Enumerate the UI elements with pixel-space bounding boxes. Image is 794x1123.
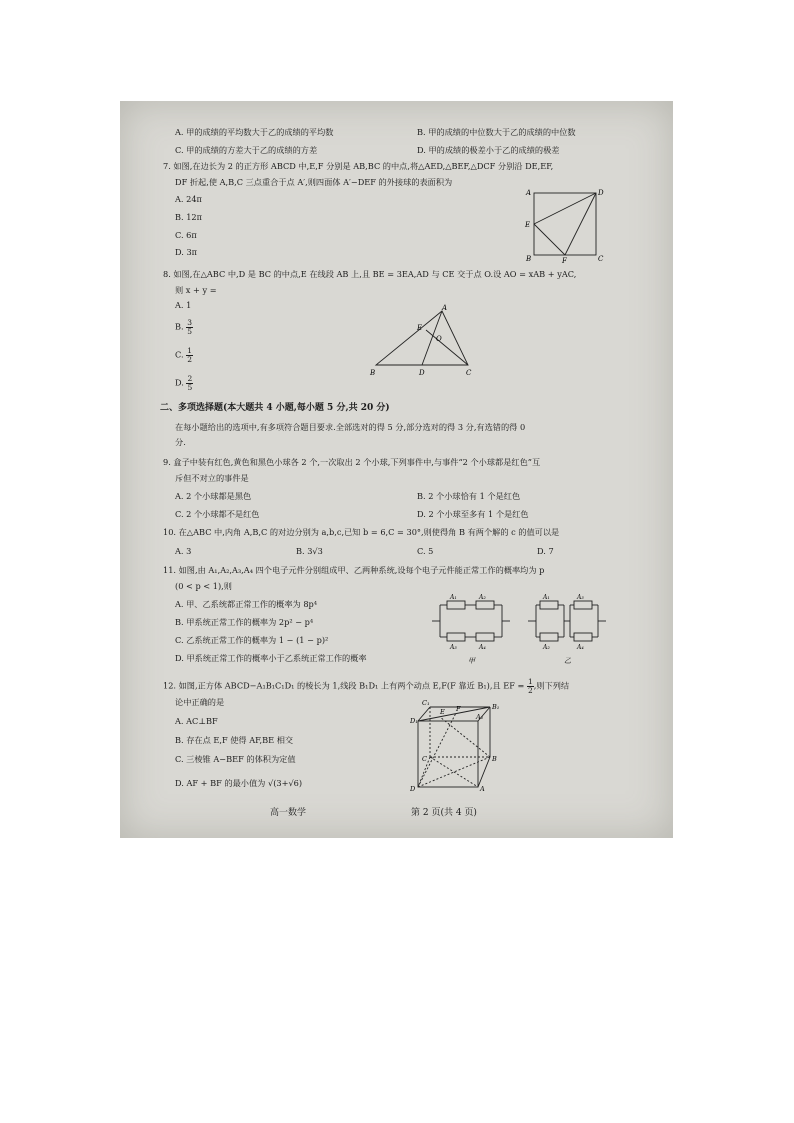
q12-stem-line2: 论中正确的是 (175, 697, 225, 707)
q12-stem-line1: 12. 如图,正方体 ABCD−A₁B₁C₁D₁ 的棱长为 1,线段 B₁D₁ 上有两个动点 E,F(F 靠近 B₁),且 EF = $\frac{1}{2}$ ,则下列结 (163, 677, 570, 695)
q12-option-d: D. AF + BF 的最小值为 √(3+√6) (175, 778, 303, 788)
q12-label-d1: D₁ (410, 717, 418, 725)
q10-option-d: D. 7 (537, 546, 554, 556)
q9-option-b: B. 2 个小球恰有 1 个是红色 (417, 491, 521, 501)
exam-sheet (120, 101, 673, 838)
q9-stem-line1: 9. 盒子中装有红色,黄色和黑色小球各 2 个,一次取出 2 个小球,下列事件中,与事件“2 个小球都是红色”互 (163, 457, 541, 467)
q12-label-a1: A₁ (476, 713, 484, 721)
q7-label-e: E (525, 221, 531, 229)
q7-option-d: D. 3π (175, 247, 198, 257)
q12-label-c1: C₁ (422, 699, 430, 707)
q7-option-a: A. 24π (175, 194, 202, 204)
q12-option-b: B. 存在点 E,F 使得 AF,BE 相交 (175, 735, 294, 745)
q8-label-o: O (436, 335, 442, 343)
q9-option-a: A. 2 个小球都是黑色 (175, 491, 252, 501)
section2-instructions-end: 分. (175, 437, 186, 447)
q8-option-a: A. 1 (175, 300, 192, 310)
jia-label-a3: A₃ (450, 644, 457, 651)
q11-option-d: D. 甲系统正常工作的概率小于乙系统正常工作的概率 (175, 653, 367, 663)
q12-label-b1: B₁ (492, 703, 500, 711)
q12-ef-fraction: $\frac{1}{2}$ (527, 677, 533, 695)
footer-subject: 高一数学 (270, 808, 307, 818)
q10-stem: 10. 在△ABC 中,内角 A,B,C 的对边分别为 a,b,c,已知 b = 6,C = 30°,则使得角 B 有两个解的 c 的值可以是 (163, 527, 560, 537)
q11-option-b: B. 甲系统正常工作的概率为 2p² − p⁴ (175, 617, 314, 627)
q8-option-c: C. $\frac{1}{2}$ (175, 346, 192, 364)
q8-option-b: B. $\frac{3}{5}$ (175, 318, 193, 336)
q8-stem-line1: 8. 如图,在△ABC 中,D 是 BC 的中点,E 在线段 AB 上,且 BE = 3EA,AD 与 CE 交于点 O.设 AO = xAB + yAC, (163, 269, 577, 279)
q7-label-b: B (526, 255, 532, 263)
q12-label-a: A (480, 785, 485, 793)
q7-label-f: F (562, 257, 567, 263)
photographed-exam-page (120, 101, 673, 838)
yi-label-a1: A₁ (543, 594, 550, 601)
system-yi-label: 乙 (564, 657, 571, 665)
q6-option-c: C. 甲的成绩的方差大于乙的成绩的方差 (175, 145, 318, 155)
q8-label-a: A (442, 304, 448, 312)
section2-instructions: 在每小题给出的选项中,有多项符合题目要求.全部选对的得 5 分,部分选对的得 3 分,有选错的得 0 (175, 422, 526, 432)
yi-label-a4: A₄ (577, 644, 584, 651)
q7-option-b: B. 12π (175, 212, 203, 222)
system-jia-label: 甲 (468, 657, 475, 665)
jia-label-a1: A₁ (450, 594, 457, 601)
yi-label-a2: A₂ (543, 644, 550, 651)
q12-option-a: A. AC⊥BF (175, 716, 218, 726)
jia-label-a4: A₄ (479, 644, 486, 651)
q8-option-d: D. $\frac{2}{5}$ (175, 374, 193, 392)
q9-stem-line2: 斥但不对立的事件是 (175, 473, 249, 483)
q12-label-d: D (410, 785, 416, 793)
q12-option-c: C. 三棱锥 A−BEF 的体积为定值 (175, 754, 296, 764)
q10-option-b: B. 3√3 (296, 546, 323, 556)
q8-label-e: E (417, 324, 423, 332)
q8-triangle-figure (368, 303, 480, 383)
footer-page-number: 第 2 页(共 4 页) (411, 808, 477, 818)
q11-option-a: A. 甲、乙系统都正常工作的概率为 8p⁴ (175, 599, 318, 609)
q9-option-c: C. 2 个小球都不是红色 (175, 509, 260, 519)
q8-option-c-fraction: $\frac{1}{2}$ (187, 346, 192, 364)
q10-option-c: C. 5 (417, 546, 434, 556)
q11-option-c: C. 乙系统正常工作的概率为 1 − (1 − p)² (175, 635, 329, 645)
q11-circuit-figure (430, 591, 630, 671)
q7-label-a: A (526, 189, 532, 197)
q6-option-a: A. 甲的成绩的平均数大于乙的成绩的平均数 (175, 127, 334, 137)
q12-label-f: F (456, 705, 461, 713)
q7-stem-line2: DF 折起,使 A,B,C 三点重合于点 A′,则四面体 A′−DEF 的外接球的表面积为 (175, 177, 453, 187)
q9-option-d: D. 2 个小球至多有 1 个是红色 (417, 509, 529, 519)
q8-label-b: B (370, 369, 376, 377)
q12-label-e: E (440, 708, 445, 716)
q7-square-figure (522, 185, 612, 263)
q7-label-d: D (598, 189, 604, 197)
q7-stem-line1: 7. 如图,在边长为 2 的正方形 ABCD 中,E,F 分别是 AB,BC 的中点,将△AED,△BEF,△DCF 分别沿 DE,EF, (163, 161, 554, 171)
q6-option-b: B. 甲的成绩的中位数大于乙的成绩的中位数 (417, 127, 576, 137)
q11-stem-line2: (0 < p < 1),则 (175, 581, 232, 591)
q11-stem-line1: 11. 如图,由 A₁,A₂,A₃,A₄ 四个电子元件分别组成甲、乙两种系统,设每个电子元件能正常工作的概率均为 p (163, 565, 545, 575)
q8-option-d-fraction: $\frac{2}{5}$ (187, 374, 193, 392)
q8-stem-line2: 则 x + y = (175, 285, 217, 295)
q8-label-d: D (419, 369, 425, 377)
q12-cube-figure (410, 699, 510, 793)
q10-option-a: A. 3 (175, 546, 192, 556)
jia-label-a2: A₂ (479, 594, 486, 601)
section2-title: 二、多项选择题(本大题共 4 小题,每小题 5 分,共 20 分) (160, 403, 390, 413)
q6-option-d: D. 甲的成绩的极差小于乙的成绩的极差 (417, 145, 560, 155)
q7-option-c: C. 6π (175, 230, 197, 240)
q8-option-b-fraction: $\frac{3}{5}$ (187, 318, 193, 336)
q7-label-c: C (598, 255, 604, 263)
yi-label-a3: A₃ (577, 594, 584, 601)
q12-label-b: B (492, 755, 497, 763)
q8-label-c: C (466, 369, 472, 377)
q12-label-c: C (422, 755, 427, 763)
